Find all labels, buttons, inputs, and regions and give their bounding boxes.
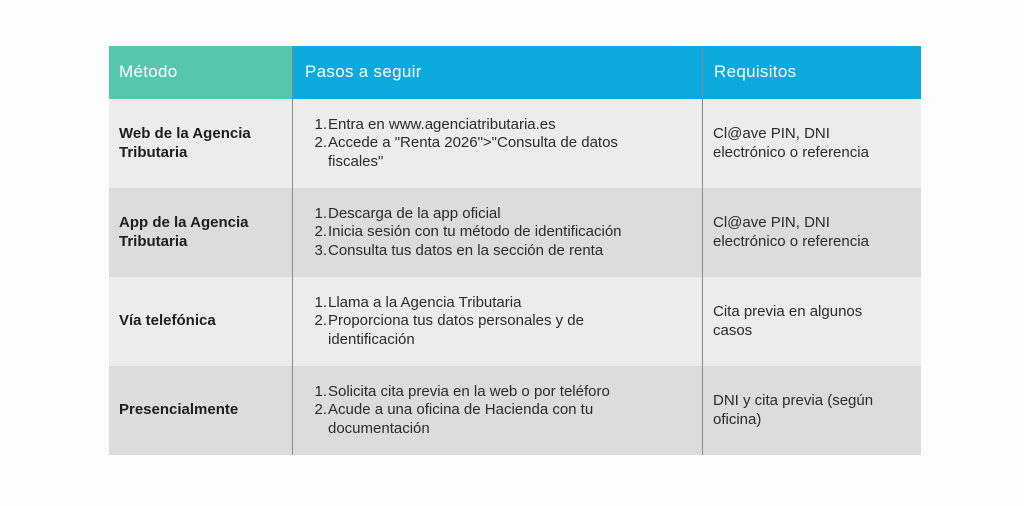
requisitos-text: Cl@ave PIN, DNI electrónico o referencia (713, 125, 869, 161)
step-number: 1. (314, 115, 327, 133)
step-item (314, 312, 702, 349)
row-3-requisitos (702, 277, 921, 366)
step-text: Inicia sesión con tu método de identificación (328, 223, 622, 241)
row-2-metodo (109, 188, 292, 277)
step-text: Solicita cita previa en la web o por teléforo (328, 382, 610, 400)
step-number: 1. (314, 293, 327, 311)
step-number: 1. (314, 382, 327, 400)
step-text: Llama a la Agencia Tributaria (328, 293, 522, 311)
step-item (314, 241, 702, 261)
metodo-label: Web de la Agencia Tributaria (119, 125, 251, 161)
steps-list (314, 115, 702, 172)
requisitos-text: Cl@ave PIN, DNI electrónico o referencia (713, 214, 869, 250)
steps-list (314, 382, 702, 439)
step-item (314, 293, 702, 313)
row-3-metodo (109, 277, 292, 366)
step-item (314, 382, 702, 402)
step-text: Descarga de la app oficial (328, 204, 501, 222)
metodo-label: App de la Agencia Tributaria (119, 214, 249, 250)
step-item (314, 134, 702, 171)
requisitos-text: DNI y cita previa (según oficina) (713, 392, 874, 428)
header-pasos (292, 46, 702, 99)
methods-table (109, 46, 921, 455)
header-pasos-label: Pasos a seguir (305, 62, 422, 82)
step-item (314, 401, 702, 438)
row-4-metodo (109, 366, 292, 455)
row-2-pasos (292, 188, 702, 277)
row-4-pasos (292, 366, 702, 455)
metodo-label: Presencialmente (119, 401, 239, 419)
header-requisitos-label: Requisitos (714, 62, 797, 82)
steps-list (314, 293, 702, 350)
step-number: 2. (314, 134, 327, 152)
step-text: Proporciona tus datos personales y de identificación (328, 312, 584, 348)
step-text: Acude a una oficina de Hacienda con tu documentación (328, 401, 594, 437)
step-item (314, 204, 702, 224)
row-1-requisitos (702, 99, 921, 188)
step-text: Accede a "Renta 2026">"Consulta de datos fiscales" (328, 134, 618, 170)
header-metodo-label: Método (119, 62, 178, 82)
step-item (314, 223, 702, 242)
requisitos-text: Cita previa en algunos casos (713, 303, 863, 339)
row-1-metodo (109, 99, 292, 188)
header-metodo (109, 46, 292, 99)
step-text: Consulta tus datos en la sección de renta (328, 241, 604, 259)
step-number: 2. (314, 401, 327, 419)
row-4-requisitos (702, 366, 921, 455)
steps-list (314, 204, 702, 261)
metodo-label: Vía telefónica (119, 312, 216, 330)
step-number: 1. (314, 204, 327, 222)
step-text: Entra en www.agenciatributaria.es (328, 115, 556, 133)
step-number: 3. (314, 241, 327, 259)
row-2-requisitos (702, 188, 921, 277)
header-requisitos (702, 46, 921, 99)
row-3-pasos (292, 277, 702, 366)
step-item (314, 115, 702, 135)
step-number: 2. (314, 312, 327, 330)
row-1-pasos (292, 99, 702, 188)
step-number: 2. (314, 223, 327, 241)
